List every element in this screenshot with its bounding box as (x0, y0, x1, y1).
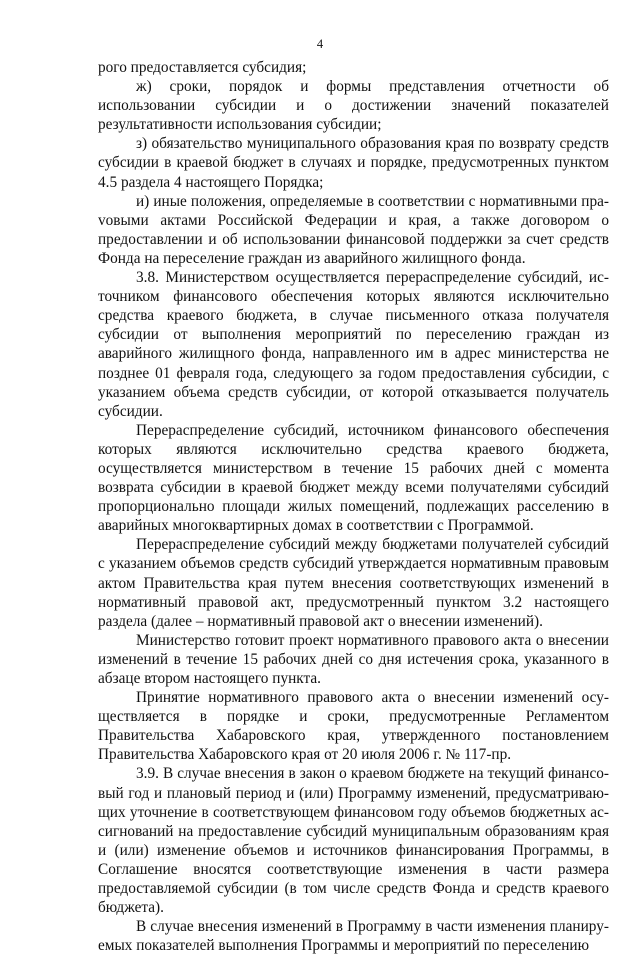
paragraph-p-3-9: 3.9. В случае внесения в закон о краевом бюджете на текущий финансовый год и плановый период и (или) Программу изменений, предусматривающих уточнение в соответствующем финансовом году объемов бюджетных ассигнований на предоставление субсидий муниципальным образованиям края и (или) изменение объемов и источников финансирования Программы, в Соглашение вносятся соответствующие изменения в части размера предоставляемой субсидии (в том числе средств Фонда и средств краевого бюджета). (98, 765, 609, 917)
paragraph-p-z: з) обязательство муниципального образования края по возврату средств субсидии в краевой бюджет в случаях и порядке, предусмотренных пунктом 4.5 раздела 4 настоящего Порядка; (98, 135, 609, 191)
document-body (98, 58, 609, 955)
paragraph-p-program-change: В случае внесения изменений в Программу в части изменения планируемых показателей выполнения Программы и мероприятий по переселению (98, 918, 609, 955)
paragraph-p-zh: ж) сроки, порядок и формы представления отчетности об использовании субсидии и о достижении значений показателей результативности использования субсидии; (98, 78, 609, 134)
paragraph-p-3-8: 3.8. Министерством осуществляется перераспределение субсидий, источником финансового обеспечения которых являются исключительно средства краевого бюджета, в случае письменного отказа получателя субсидии от выполнения мероприятий по переселению граждан из аварийного жилищного фонда, направленного им в адрес министерства не позднее 01 февраля года, следующего за годом предоставления субсидии, с указанием объема средств субсидии, от которой отказывается получатель субсидии. (98, 269, 609, 420)
paragraph-p-adoption: Принятие нормативного правового акта о внесении изменений осуществляется в порядке и сроки, предусмотренные Регламентом Правительства Хабаровского края, утвержденного постановлением Правительства Хабаровского края от 20 июля 2006 г. № 117-пр. (98, 689, 609, 764)
page-number: 4 (316, 37, 324, 51)
paragraph-p-ministry: Министерство готовит проект нормативного правового акта о внесении изменений в течение 15 рабочих дней со дня истечения срока, указанного в абзаце втором настоящего пункта. (98, 631, 609, 687)
paragraph-p-continued: рого предоставляется субсидия; (98, 59, 307, 76)
paragraph-p-i: и) иные положения, определяемые в соответствии с нормативными праvовыми актами Российской Федерации и края, а также договором о предоставлении и об использовании финансовой поддержки за счет средств Фонда на переселение граждан из аварийного жилищного фонда. (98, 192, 609, 267)
paragraph-p-redistribution-2: Перераспределение субсидий между бюджетами получателей субсидий с указанием объемов средств субсидий утверждается нормативным правовым актом Правительства края путем внесения соответствующих изменений в нормативный правовой акт, предусмотренный пунктом 3.2 настоящего раздела (далее – нормативный правовой акт о внесении изменений). (98, 536, 609, 630)
paragraph-p-redistribution-1: Перераспределение субсидий, источником финансового обеспечения которых являются исключительно средства краевого бюджета, осуществляется министерством в течение 15 рабочих дней с момента возврата субсидии в краевой бюджет между всеми получателями субсидий пропорционально площади жилых помещений, подлежащих расселению в аварийных многоквартирных домах в соответствии с Программой. (98, 421, 609, 535)
